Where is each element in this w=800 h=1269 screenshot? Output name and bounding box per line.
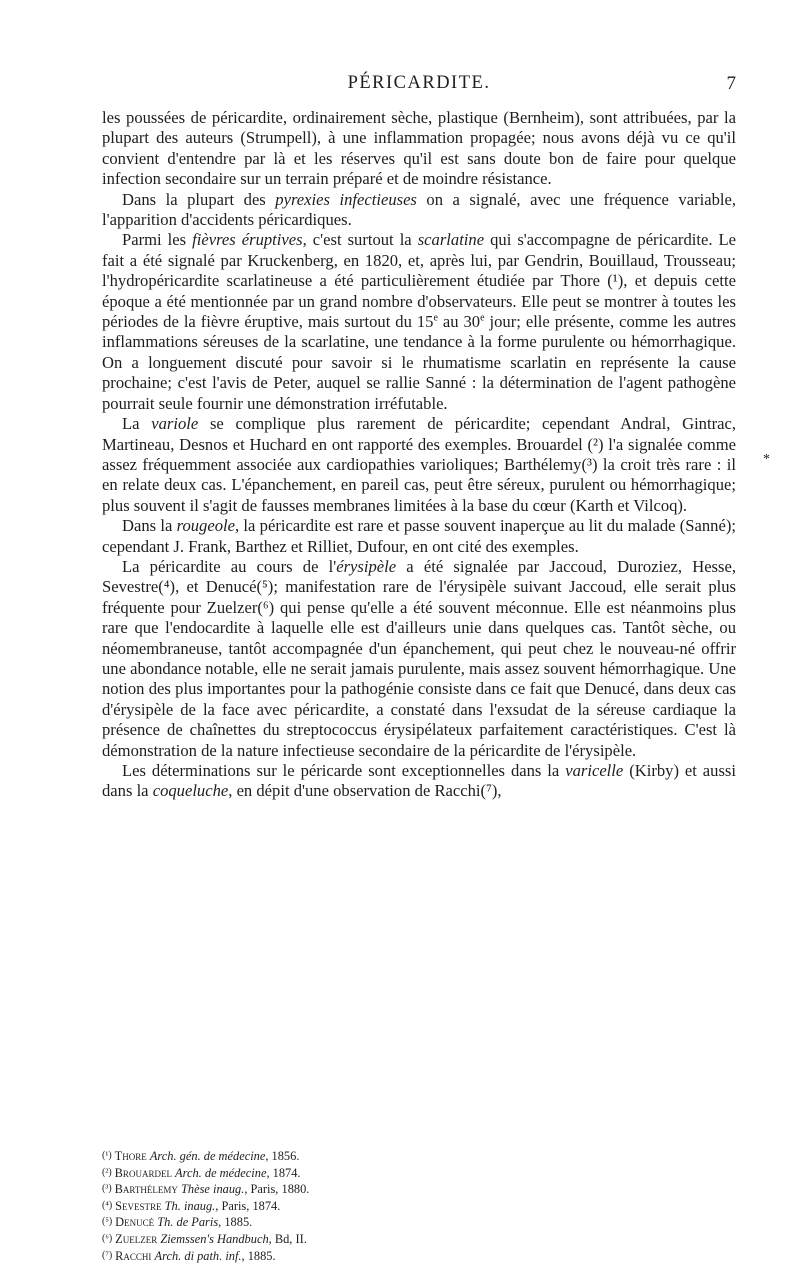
footnote: [102, 1198, 602, 1215]
footnote-ref: (¹): [607, 271, 624, 291]
footnote-rest: , 1856.: [265, 1149, 300, 1163]
running-title: PÉRICARDITE.: [347, 73, 491, 93]
footnote: [102, 1181, 602, 1198]
superscript: e: [480, 312, 485, 324]
footnote-author: Barthélemy: [114, 1182, 178, 1197]
text: au 30: [437, 312, 481, 332]
emphasis: varicelle: [565, 761, 624, 780]
page-number: 7: [726, 73, 736, 94]
footnote-mark: (⁷): [102, 1249, 113, 1261]
footnote-ref: (⁵): [256, 577, 274, 597]
footnote-mark: (⁶): [102, 1232, 113, 1244]
footnote: [102, 1165, 602, 1182]
footnote-rest: , Bd, II.: [268, 1231, 307, 1246]
footnote-rest: , 1885.: [241, 1248, 276, 1263]
paragraph-1-text: les poussées de péricardite, ordinairement sèche, plastique (Bernheim), sont attribuées, par la plupart des auteurs (Strumpell), à une inflammation propagée; nous avons déjà vu ce qu'il convient d'entendre par là et les réserves qu'il est sans doute bon de faire pour quelque infection secondaire sur un terrain préparé et de moindre résistance.: [102, 108, 736, 189]
footnote-reference: Arch. gén. de médecine: [149, 1149, 266, 1163]
footnote-mark: (⁵): [102, 1216, 113, 1228]
text: ,: [497, 781, 502, 801]
emphasis: pyrexies infectieuses: [275, 189, 417, 209]
superscript: e: [433, 312, 438, 324]
page-header: [102, 73, 736, 99]
emphasis: variole: [151, 414, 199, 434]
text: , la péricardite est rare et passe souvent inaperçue au lit du malade (Sanné); cependant J. Frank, Barthez et Rilliet, Dufour, en ont cité des exemples.: [102, 516, 736, 556]
paragraph-3: [102, 230, 736, 414]
footnote-rest: , Paris, 1880.: [244, 1182, 310, 1197]
footnote-ref: (²): [587, 434, 604, 454]
footnote-author: Zuelzer: [115, 1231, 158, 1246]
text: , et Denucé: [175, 577, 257, 597]
text: Les déterminations sur le péricarde sont exceptionnelles dans la: [122, 761, 566, 780]
footnote-reference: Ziemssen's Handbuch: [160, 1231, 269, 1246]
footnote-author: Racchi: [115, 1248, 152, 1263]
text: qui s'accompagne de péricardite. Le fait a été signalé par Kruckenberg, en 1820, et, après lui, par Gendrin, Bouillaud, Trousseau; l'hydropéricardite scarlatineuse a été particulièrement étudiée par Thore: [102, 230, 737, 291]
footnote-reference: Th. de Paris: [157, 1215, 219, 1230]
paragraph-4: [102, 414, 736, 516]
footnote-reference: Arch. di path. inf.: [154, 1248, 242, 1263]
text: Parmi les: [122, 230, 193, 250]
text: Dans la plupart des: [122, 189, 276, 209]
footnote-mark: (⁴): [102, 1199, 113, 1211]
footnote-rest: , Paris, 1874.: [215, 1198, 281, 1213]
footnote-author: Brouardel: [114, 1165, 172, 1180]
text: La: [122, 414, 152, 434]
footnote-rest: , 1885.: [218, 1215, 253, 1230]
footnote-author: Denucé: [115, 1215, 155, 1230]
emphasis: scarlatine: [417, 230, 485, 250]
body-text: [102, 108, 736, 802]
text: on a signalé, avec une fréquence variable, l'apparition d'accidents péricardiques.: [102, 189, 736, 230]
text: La péricardite au cours de l': [122, 556, 337, 576]
text: , c'est surtout la: [302, 230, 418, 250]
footnote: [102, 1231, 602, 1248]
footnote: [102, 1214, 602, 1231]
footnote-reference: Th. inaug.: [164, 1198, 216, 1213]
paragraph-6: [102, 557, 736, 761]
text: qui pense qu'elle a été souvent méconnue. Elle est néanmoins plus rare que l'endocardite à laquelle elle est d'ailleurs unie dans quelques cas. Tantôt sèche, ou néomembraneuse, tantôt accompagnée d'un épanchement, qui peut chez le nouveau-né offrir une abondance notable, elle ne serait jamais purulente, mais assez souvent hémorrhagique. Une notion des plus importantes pour la pathogénie consiste dans ce fait que Denucé, dans deux cas d'érysipèle de la face avec péricardite, a constaté dans l'exsudat de la séreuse cardiaque la présence de chaînettes du streptococcus érysipélateux parfaitement caractéristiques. C'est là démonstration de la nature infectieuse secondaire de la péricardite de l'érysipèle.: [102, 597, 737, 760]
emphasis: fièvres éruptives: [192, 230, 303, 250]
text: Dans la: [122, 516, 177, 536]
footnote-reference: Arch. de médecine: [175, 1165, 267, 1180]
footnote-reference: Thèse inaug.: [181, 1182, 245, 1197]
text: se complique plus rarement de péricardite; cependant Andral, Gintrac, Martineau, Desnos et Huchard en ont rapporté des exemples. Brouardel: [102, 414, 736, 454]
paragraph-7: [102, 761, 736, 802]
footnote-ref: (³): [581, 454, 598, 474]
paragraph-2: [102, 190, 736, 231]
emphasis: érysipèle: [336, 556, 397, 576]
text: , en dépit d'une observation de Racchi: [228, 781, 481, 801]
footnotes: [102, 1148, 602, 1264]
text: a été signalée par Jaccoud, Duroziez, Hesse, Sevestre: [102, 556, 736, 597]
footnote-mark: (³): [102, 1183, 112, 1195]
footnote-ref: (⁴): [158, 577, 176, 597]
paragraph-5: [102, 516, 736, 557]
text: ; manifestation rare de l'érysipèle suivant Jaccoud, elle serait plus fréquente pour Zuelzer: [102, 577, 736, 617]
text: , et depuis cette époque a été mentionnée par un grand nombre d'observateurs. Elle peut se montrer à toutes les périodes de la fièvre éruptive, mais surtout du 15: [102, 271, 736, 332]
margin-asterisk: *: [763, 452, 770, 467]
paragraph-1: [102, 108, 736, 190]
footnote-author: Thore: [114, 1149, 147, 1163]
text: jour; elle présente, comme les autres inflammations séreuses de la scarlatine, une tendance à la forme purulente ou hémorrhagique. On a longuement discuté pour savoir si le rhumatisme scarlatin en représente la cause prochaine; c'est l'avis de Peter, auquel se rallie Sanné : la détermination de l'agent pathogène pourrait seule fournir une démonstration irréfutable.: [102, 312, 736, 413]
emphasis: rougeole: [176, 516, 235, 536]
text: l'a signalée comme assez fréquemment associée aux cardiopathies varioliques; Barthélemy: [102, 434, 736, 474]
text: (Kirby) et aussi dans la: [102, 761, 736, 801]
footnote-mark: (¹): [102, 1150, 112, 1161]
footnote-author: Sevestre: [115, 1198, 162, 1213]
footnote-ref: (⁷): [480, 781, 498, 801]
footnote-rest: , 1874.: [266, 1165, 301, 1180]
text: la croit très rare : il en relate deux cas. L'épanchement, en pareil cas, peut être séreux, purulent ou hémorrhagique; plus souvent il s'agit de fausses membranes limitées à la base du cœur (Karth et Vilcoq).: [102, 454, 736, 515]
footnote: [102, 1148, 602, 1165]
footnote-mark: (²): [102, 1166, 112, 1178]
footnote: [102, 1248, 602, 1265]
footnote-ref: (⁶): [257, 597, 275, 617]
emphasis: coqueluche: [152, 781, 229, 801]
